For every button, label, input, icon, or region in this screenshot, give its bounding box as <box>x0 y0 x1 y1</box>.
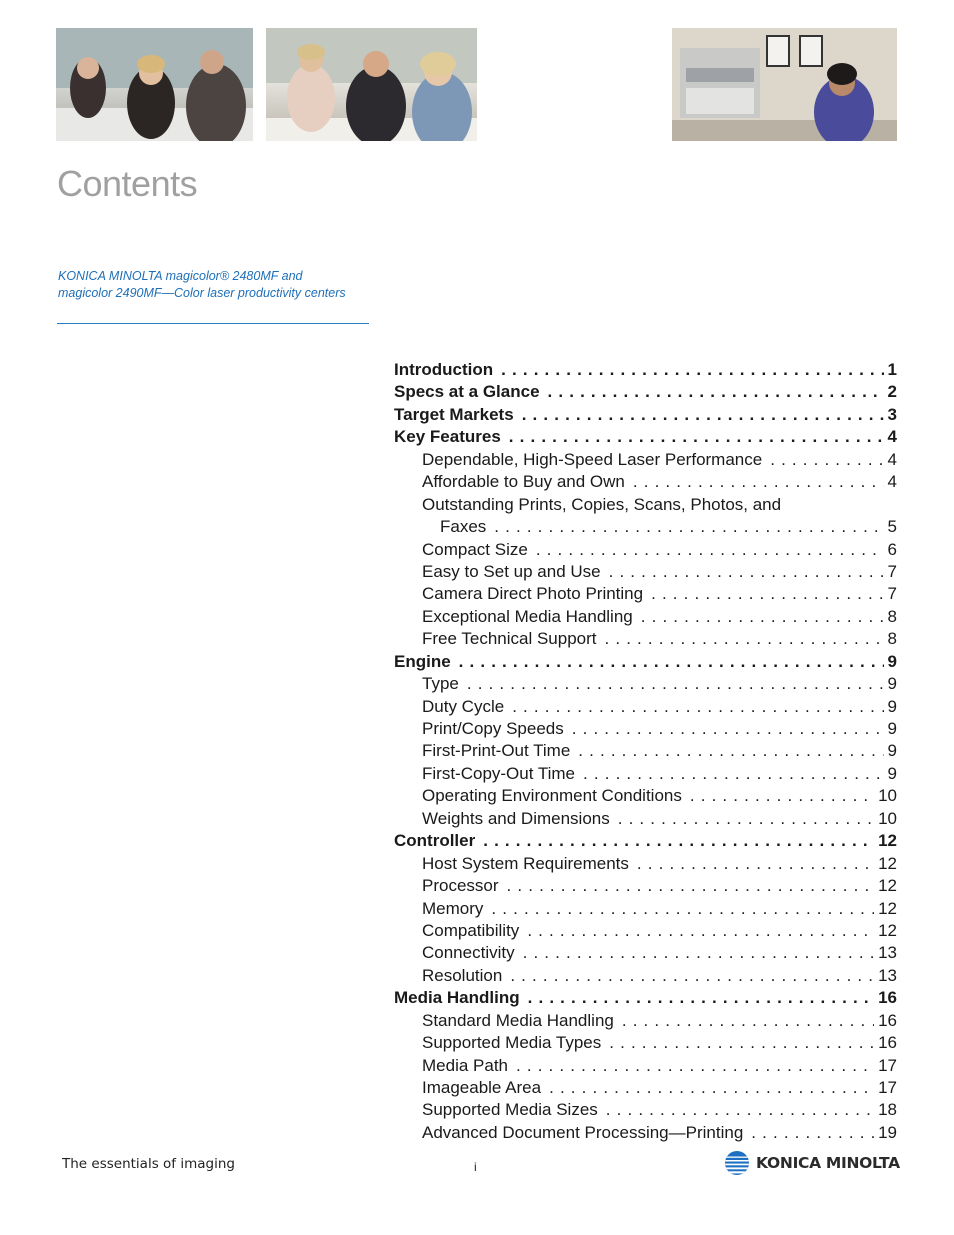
toc-page-number: 12 <box>878 920 897 940</box>
toc-subsection-entry[interactable] <box>394 920 897 942</box>
toc-entry-label: Exceptional Media Handling <box>422 606 633 626</box>
toc-page-number: 7 <box>887 584 897 604</box>
toc-dot-leader <box>522 404 884 426</box>
toc-dot-leader <box>751 1122 874 1144</box>
toc-dot-leader <box>622 1010 874 1032</box>
toc-dot-leader <box>637 853 874 875</box>
toc-entry-label: Host System Requirements <box>422 853 629 873</box>
toc-dot-leader <box>651 583 883 605</box>
toc-subsection-entry[interactable] <box>394 1010 897 1032</box>
toc-dot-leader <box>609 1032 874 1054</box>
toc-subsection-entry[interactable] <box>394 494 897 516</box>
toc-subsection-entry[interactable] <box>394 1099 897 1121</box>
toc-dot-leader <box>523 942 874 964</box>
toc-dot-leader <box>467 673 884 695</box>
toc-page-number: 9 <box>887 674 897 694</box>
toc-entry-label: Affordable to Buy and Own <box>422 472 625 492</box>
toc-page-number: 8 <box>887 606 897 626</box>
toc-subsection-entry[interactable] <box>394 673 897 695</box>
toc-subsection-entry[interactable] <box>394 763 897 785</box>
toc-entry-label: Controller <box>394 831 476 851</box>
toc-page-number: 9 <box>887 719 897 738</box>
toc-entry-label: Processor <box>422 876 499 896</box>
toc-entry-label: Weights and Dimensions <box>422 808 610 828</box>
subtitle-divider <box>57 323 369 324</box>
toc-page-number: 4 <box>887 449 897 469</box>
toc-subsection-entry[interactable] <box>394 561 897 583</box>
toc-dot-leader <box>633 471 884 493</box>
toc-page-number: 16 <box>878 1010 897 1030</box>
header-photo-colleagues <box>266 28 477 141</box>
header-photo-meeting <box>56 28 253 141</box>
toc-dot-leader <box>512 696 883 718</box>
toc-entry-label: Free Technical Support <box>422 629 597 649</box>
toc-entry-label: Duty Cycle <box>422 696 505 716</box>
toc-page-number: 13 <box>878 943 897 963</box>
toc-page-number: 16 <box>878 988 897 1008</box>
toc-dot-leader <box>606 1099 874 1121</box>
toc-page-number: 16 <box>878 1033 897 1053</box>
toc-entry-label: Compact Size <box>422 539 528 559</box>
toc-subsection-entry[interactable] <box>394 898 897 920</box>
toc-page-number: 12 <box>878 853 897 873</box>
toc-entry-label: Advanced Document Processing—Printing <box>422 1122 744 1142</box>
toc-entry-label: Dependable, High-Speed Laser Performance <box>422 449 763 469</box>
toc-entry-label: Imageable Area <box>422 1078 542 1097</box>
toc-entry-label: Compatibility <box>422 920 520 940</box>
toc-dot-leader <box>501 359 883 381</box>
table-of-contents <box>394 359 897 1144</box>
toc-subsection-entry[interactable] <box>394 853 897 875</box>
toc-dot-leader <box>770 449 883 471</box>
toc-page-number: 17 <box>878 1078 897 1097</box>
toc-page-number: 12 <box>878 898 897 918</box>
toc-dot-leader <box>510 965 874 987</box>
toc-page-number: 18 <box>878 1100 897 1120</box>
toc-entry-label: Memory <box>422 898 484 918</box>
toc-dot-leader <box>583 763 884 785</box>
footer-tagline: The essentials of imaging <box>62 1156 235 1172</box>
toc-dot-leader <box>548 381 884 403</box>
toc-entry-label: Easy to Set up and Use <box>422 561 601 581</box>
toc-page-number: 3 <box>887 404 897 424</box>
toc-subsection-entry[interactable] <box>394 740 897 762</box>
toc-page-number: 13 <box>878 965 897 985</box>
toc-entry-label: Connectivity <box>422 943 515 963</box>
toc-entry-label: Print/Copy Speeds <box>422 719 564 738</box>
toc-page-number: 12 <box>878 831 897 851</box>
toc-dot-leader <box>509 426 884 448</box>
toc-page-number: 10 <box>878 786 897 806</box>
toc-dot-leader <box>618 808 874 830</box>
toc-dot-leader <box>605 628 884 650</box>
toc-dot-leader <box>578 740 883 762</box>
document-subtitle: KONICA MINOLTA magicolor® 2480MF and magicolor 2490MF—Color laser productivity centers <box>58 269 346 300</box>
toc-entry-label: Resolution <box>422 965 503 985</box>
toc-subsection-entry[interactable] <box>394 808 897 830</box>
toc-section-entry[interactable] <box>394 651 897 673</box>
toc-entry-label: Operating Environment Conditions <box>422 786 682 806</box>
toc-subsection-entry[interactable] <box>394 1032 897 1054</box>
toc-subsection-entry[interactable] <box>394 785 897 807</box>
toc-dot-leader <box>528 987 874 1009</box>
toc-page-number: 9 <box>887 651 897 671</box>
page-title: Contents <box>57 163 198 204</box>
page-number: i <box>474 1160 477 1174</box>
toc-entry-label: Target Markets <box>394 404 514 424</box>
toc-entry-label: Outstanding Prints, Copies, Scans, Photos, and <box>422 494 782 514</box>
toc-page-number: 5 <box>887 517 897 537</box>
toc-dot-leader <box>516 1055 874 1077</box>
toc-subsection-entry[interactable] <box>394 606 897 628</box>
toc-page-number: 9 <box>887 763 897 783</box>
toc-page-number: 17 <box>878 1055 897 1075</box>
toc-entry-label: First-Print-Out Time <box>422 741 571 761</box>
toc-entry-label: Supported Media Types <box>422 1033 602 1053</box>
toc-page-number: 8 <box>887 629 897 649</box>
toc-subsection-entry[interactable] <box>394 583 897 605</box>
toc-dot-leader <box>494 516 883 538</box>
toc-subsection-entry[interactable] <box>394 1122 897 1144</box>
toc-page-number: 9 <box>887 741 897 761</box>
toc-dot-leader <box>459 651 884 673</box>
toc-section-entry[interactable] <box>394 359 897 381</box>
toc-subsection-entry[interactable] <box>394 516 897 538</box>
toc-entry-label: Media Path <box>422 1055 508 1075</box>
toc-entry-label: Key Features <box>394 427 501 447</box>
toc-subsection-entry[interactable] <box>394 1077 897 1099</box>
toc-page-number: 6 <box>887 539 897 559</box>
toc-entry-label: Type <box>422 674 459 694</box>
toc-section-entry[interactable] <box>394 404 897 426</box>
toc-section-entry[interactable] <box>394 426 897 448</box>
globe-logo-icon <box>724 1150 750 1176</box>
toc-subsection-entry[interactable] <box>394 1055 897 1077</box>
toc-entry-label: Introduction <box>394 360 494 379</box>
toc-subsection-entry[interactable] <box>394 965 897 987</box>
header-photo-printer <box>672 28 897 141</box>
konica-minolta-logo <box>724 1150 900 1176</box>
toc-subsection-entry[interactable] <box>394 718 897 740</box>
toc-subsection-entry[interactable] <box>394 875 897 897</box>
toc-subsection-entry[interactable] <box>394 942 897 964</box>
toc-entry-label: Engine <box>394 651 451 671</box>
toc-page-number: 1 <box>887 360 897 379</box>
logo-wordmark: KONICA MINOLTA <box>756 1154 900 1172</box>
toc-section-entry[interactable] <box>394 381 897 403</box>
toc-entry-label: Media Handling <box>394 988 520 1008</box>
toc-page-number: 7 <box>887 561 897 581</box>
toc-entry-label: Specs at a Glance <box>394 382 540 402</box>
toc-subsection-entry[interactable] <box>394 539 897 561</box>
toc-dot-leader <box>641 606 884 628</box>
toc-dot-leader <box>690 785 874 807</box>
toc-entry-label: Supported Media Sizes <box>422 1100 598 1120</box>
toc-dot-leader <box>483 830 874 852</box>
toc-dot-leader <box>536 539 884 561</box>
toc-page-number: 2 <box>887 382 897 402</box>
toc-page-number: 12 <box>878 876 897 896</box>
toc-subsection-entry[interactable] <box>394 471 897 493</box>
toc-entry-label: Standard Media Handling <box>422 1010 614 1030</box>
toc-page-number: 4 <box>887 427 897 447</box>
toc-dot-leader <box>527 920 874 942</box>
toc-dot-leader <box>572 718 884 740</box>
toc-page-number: 19 <box>878 1122 897 1142</box>
toc-page-number: 10 <box>878 808 897 828</box>
toc-dot-leader <box>549 1077 874 1099</box>
toc-entry-label: First-Copy-Out Time <box>422 763 576 783</box>
toc-section-entry[interactable] <box>394 830 897 852</box>
toc-entry-label: Camera Direct Photo Printing <box>422 584 644 604</box>
toc-subsection-entry[interactable] <box>394 696 897 718</box>
toc-dot-leader <box>507 875 875 897</box>
toc-dot-leader <box>609 561 884 583</box>
toc-page-number: 4 <box>887 472 897 492</box>
toc-section-entry[interactable] <box>394 987 897 1009</box>
toc-dot-leader <box>491 898 874 920</box>
toc-entry-label: Faxes <box>440 517 487 537</box>
toc-page-number: 9 <box>887 696 897 716</box>
toc-subsection-entry[interactable] <box>394 449 897 471</box>
toc-subsection-entry[interactable] <box>394 628 897 650</box>
